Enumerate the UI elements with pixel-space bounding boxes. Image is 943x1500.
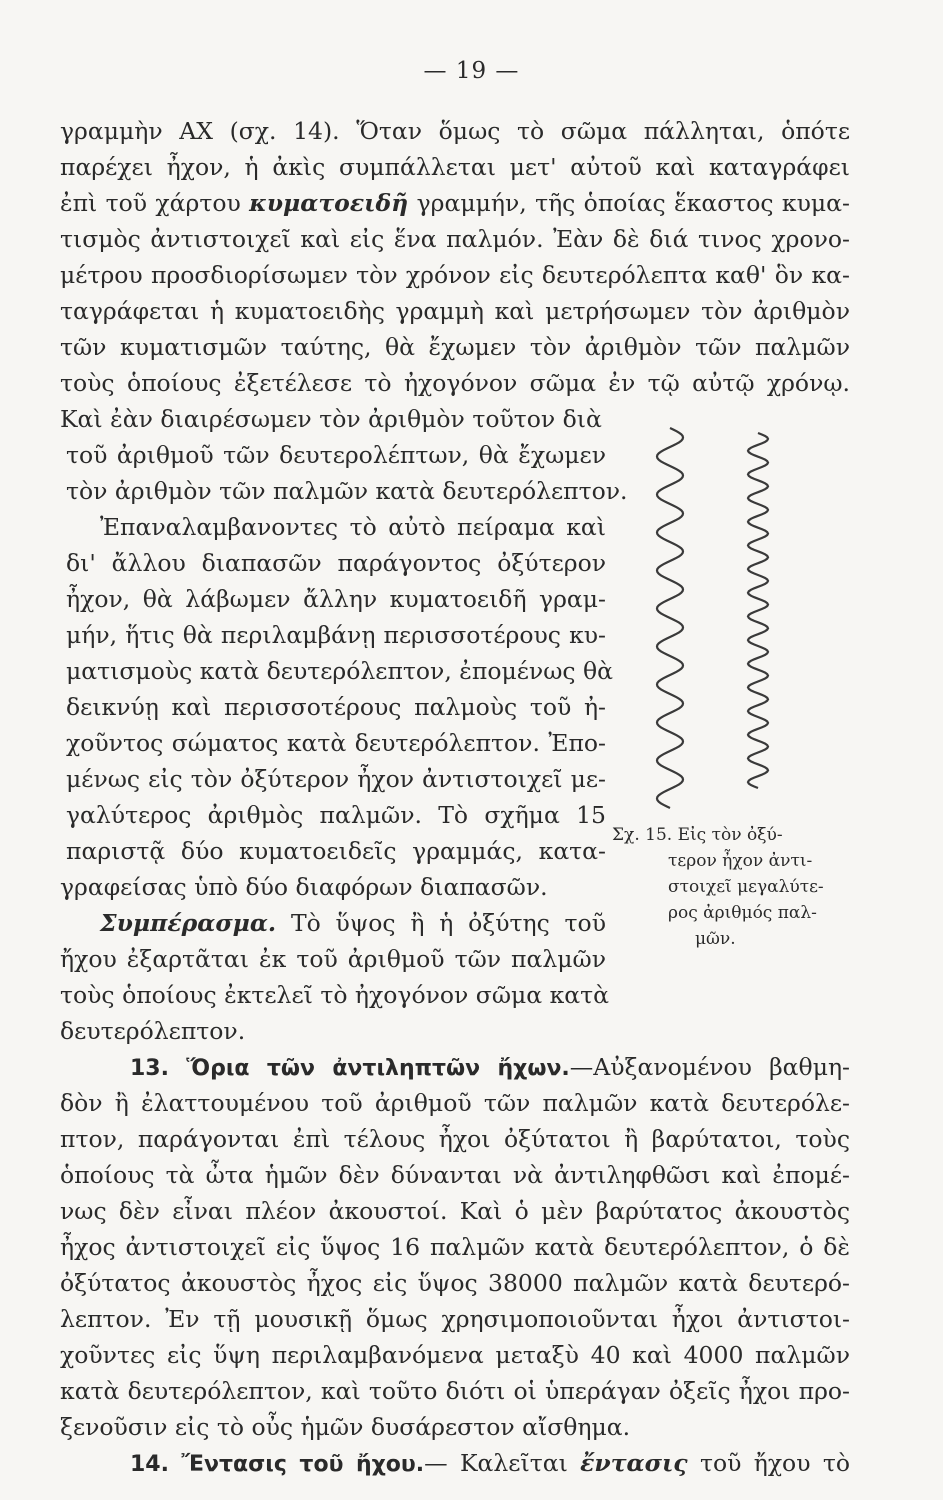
text-line: δὸν ἢ ἐλαττουμένου τοῦ ἀριθμοῦ τῶν παλμῶν κατὰ δευτερόλε- <box>60 1089 850 1117</box>
text-line: ταγράφεται ἡ κυματοειδὴς γραμμὴ καὶ μετρήσωμεν τὸν ἀριθμὸν <box>60 297 850 325</box>
text-line: κατὰ δευτερόλεπτον, καὶ τοῦτο διότι οἱ ὑπεράγαν ὀξεῖς ἦχοι προ- <box>60 1377 850 1405</box>
text-line: μέτρου προσδιορίσωμεν τὸν χρόνον εἰς δευτερόλεπτα καθ' ὃν κα- <box>60 261 850 289</box>
text-line: τῶν κυματισμῶν ταύτης, θὰ ἔχωμεν τὸν ἀριθμὸν τῶν παλμῶν <box>60 333 850 361</box>
text-line: ἦχος ἀντιστοιχεῖ εἰς ὕψος 16 παλμῶν κατὰ δευτερόλεπτον, ὁ δὲ <box>60 1233 850 1261</box>
text-line: χοῦντος σώματος κατὰ δευτερόλεπτον. Ἐπο- <box>66 729 606 757</box>
text-line: ξενοῦσιν εἰς τὸ οὖς ἡμῶν δυσάρεστον αἴσθημα. <box>60 1413 631 1441</box>
text-line: τὸν ἀριθμὸν τῶν παλμῶν κατὰ δευτερόλεπτον. <box>66 477 628 505</box>
figure-caption-line: ρος ἀριθμός παλ- <box>668 903 817 923</box>
text-line: πτον, παράγονται ἐπὶ τέλους ἦχοι ὀξύτατοι ἢ βαρύτατοι, τοὺς <box>60 1125 850 1153</box>
text-line: γαλύτερος ἀριθμὸς παλμῶν. Τὸ σχῆμα 15 <box>66 801 606 829</box>
text-line: ἦχον, θὰ λάβωμεν ἄλλην κυματοειδῆ γραμ- <box>66 585 606 613</box>
text-line: Καὶ ἐὰν διαιρέσωμεν τὸν ἀριθμὸν τοῦτον διὰ <box>60 405 602 433</box>
figure-caption-line: στοιχεῖ μεγαλύτε- <box>668 877 824 897</box>
text-line: γραφείσας ὑπὸ δύο διαφόρων διαπασῶν. <box>60 873 548 901</box>
text-line: λεπτον. Ἐν τῇ μουσικῇ ὅμως χρησιμοποιοῦνται ἦχοι ἀντιστοι- <box>60 1305 850 1333</box>
text-line: ματισμοὺς κατὰ δευτερόλεπτον, ἐπομένως θὰ <box>66 657 614 685</box>
text-line: τοὺς ὁποίους ἐκτελεῖ τὸ ἠχογόνον σῶμα κατὰ <box>60 981 610 1009</box>
text-line: Ἐπαναλαμβανοντες τὸ αὐτὸ πείραμα καὶ <box>100 513 606 541</box>
text-line: παριστᾷ δύο κυματοειδεῖς γραμμάς, κατα- <box>66 837 606 865</box>
text-line: ὀξύτατος ἀκουστὸς ἦχος εἰς ὕψος 38000 παλμῶν κατὰ δευτερό- <box>60 1269 850 1297</box>
figure-15-waves <box>640 418 790 828</box>
text-line: ἤχου ἐξαρτᾶται ἐκ τοῦ ἀριθμοῦ τῶν παλμῶν <box>60 945 606 973</box>
text-span: — <box>424 1449 448 1477</box>
page-number: — 19 — <box>423 58 520 84</box>
text-span: τοῦ ἤχου τὸ <box>699 1449 850 1477</box>
text-line: τοῦ ἀριθμοῦ τῶν δευτερολέπτων, θὰ ἔχωμεν <box>66 441 606 469</box>
emphasized-term: ἔντασις <box>580 1449 688 1477</box>
conclusion-label: Συμπέρασμα. <box>100 909 277 937</box>
text-line: μένως εἰς τὸν ὀξύτερον ἦχον ἀντιστοιχεῖ με- <box>66 765 606 793</box>
text-line: δι' ἄλλου διαπασῶν παράγοντος ὀξύτερον <box>66 549 606 577</box>
text-span: γραμμήν, τῆς ὁποίας ἕκαστος κυμα- <box>416 189 850 217</box>
text-line <box>130 1446 850 1482</box>
figure-caption-line: μῶν. <box>695 929 736 949</box>
text-span: —Αὐξανομένου βαθμη- <box>569 1053 850 1081</box>
figure-caption-line: Σχ. 15. Εἰς τὸν ὀξύ- <box>612 825 783 845</box>
section-heading-13: 13. Ὅρια τῶν ἀντιληπτῶν ἤχων. <box>130 1056 570 1081</box>
text-line: τοὺς ὁποίους ἐξετέλεσε τὸ ἠχογόνον σῶμα ἐν τῷ αὐτῷ χρόνῳ. <box>60 369 850 397</box>
text-line: μήν, ἥτις θὰ περιλαμβάνῃ περισσοτέρους κυ- <box>66 621 606 649</box>
text-line <box>130 1050 850 1086</box>
figure-caption-line: τερον ἦχον ἀντι- <box>668 851 813 871</box>
text-line: τισμὸς ἀντιστοιχεῖ καὶ εἰς ἕνα παλμόν. Ἐὰν δὲ διά τινος χρονο- <box>60 225 850 253</box>
wave-line-lower-pitch <box>657 428 683 808</box>
text-line: δευτερόλεπτον. <box>60 1017 246 1045</box>
wave-line-higher-pitch <box>748 433 768 788</box>
text-span: ἐπὶ τοῦ χάρτου <box>60 189 241 217</box>
text-line: δεικνύῃ καὶ περισσοτέρους παλμοὺς τοῦ ἠ- <box>66 693 606 721</box>
text-line <box>60 186 850 220</box>
text-line <box>100 906 606 940</box>
text-line: ὁποίους τὰ ὦτα ἡμῶν δὲν δύνανται νὰ ἀντιληφθῶσι καὶ ἐπομέ- <box>60 1161 850 1189</box>
text-line: χοῦντες εἰς ὕψη περιλαμβανόμενα μεταξὺ 40 καὶ 4000 παλμῶν <box>60 1341 850 1369</box>
text-span: Καλεῖται <box>459 1449 568 1477</box>
text-line: νως δὲν εἶναι πλέον ἀκουστοί. Καὶ ὁ μὲν βαρύτατος ἀκουστὸς <box>60 1197 850 1225</box>
emphasized-term: κυματοειδῆ <box>249 189 409 217</box>
section-heading-14: 14. Ἔντασις τοῦ ἤχου. <box>130 1452 425 1477</box>
text-span: Τὸ ὕψος ἢ ἡ ὀξύτης τοῦ <box>290 909 606 937</box>
text-line: γραμμὴν ΑΧ (σχ. 14). Ὅταν ὅμως τὸ σῶμα πάλληται, ὁπότε <box>60 117 850 145</box>
text-line: παρέχει ἦχον, ἡ ἀκὶς συμπάλλεται μετ' αὐτοῦ καὶ καταγράφει <box>60 153 850 181</box>
